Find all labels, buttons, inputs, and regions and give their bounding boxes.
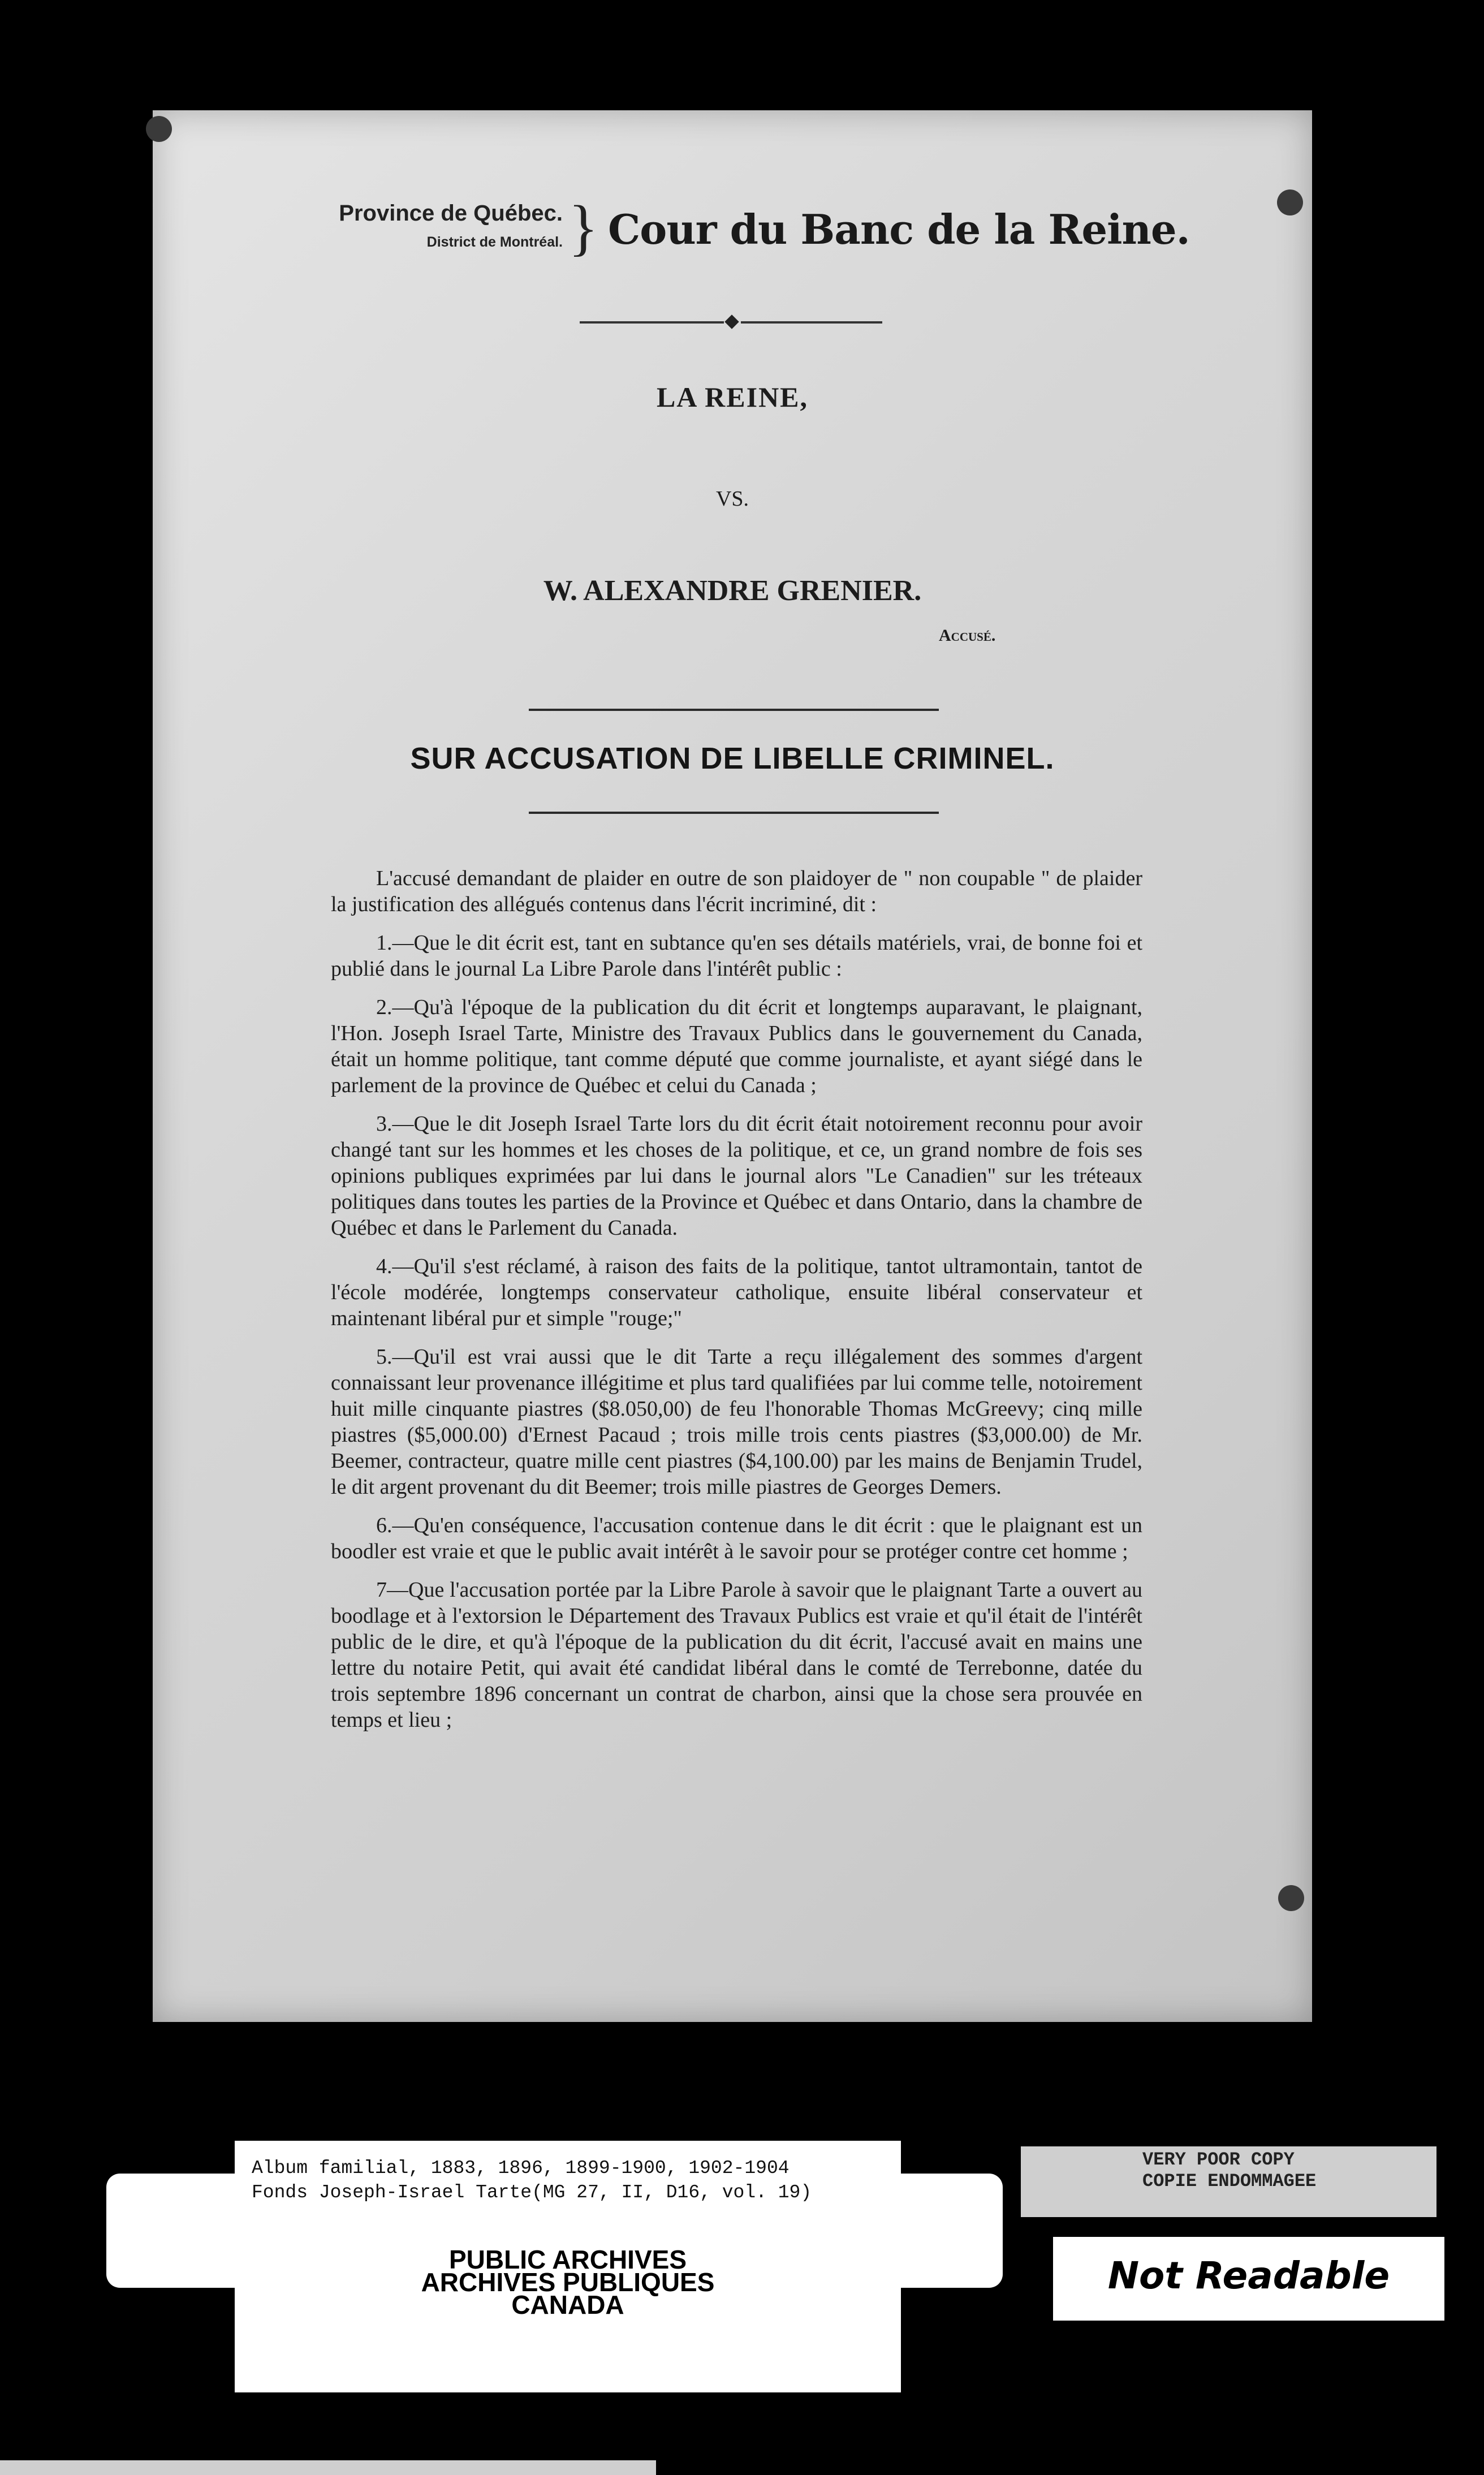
province-label: Province de Québec. (339, 201, 563, 226)
ornament-rule-left (580, 321, 724, 324)
film-strip-edge (0, 2460, 656, 2475)
divider-top (529, 709, 939, 711)
archives-org-french: ARCHIVES PUBLIQUES (421, 2267, 715, 2297)
document-body (331, 865, 1142, 1745)
paragraph-intro: L'accusé demandant de plaider en outre de son plaidoyer de " non coupable " de plaider la justification des allégués contenus dans l'écrit incriminé, dit : (331, 866, 1142, 916)
paragraph-5: 5.—Qu'il est vrai aussi que le dit Tarte a reçu illégalement des sommes d'argent connaissant leur provenance illégitime et plus tard qualifiées par lui comme telle, notoirement huit mille cinquante piastres ($8.050,00) de feu l'honorable Thomas McGreevy; cinq mille piastres ($5,000.00) d'Ernest Pacaud ; trois mille trois cents piastres ($3,000.00) de Mr. Beemer, contracteur, quatre mille cent piastres ($4,100.00) par les mains de Benjamin Trudel, le dit argent provenant du dit Beemer; trois mille piastres de Georges Demers. (331, 1345, 1142, 1499)
not-readable-note: Not Readable (1107, 2254, 1390, 2297)
paragraph-1: 1.—Que le dit écrit est, tant en subtance qu'en ses détails matériels, vrai, de bonne foi et publié dans le journal La Libre Parole dans l'intérêt public : (331, 931, 1142, 981)
punch-hole (146, 116, 172, 142)
divider-bottom (529, 812, 939, 814)
ornament-rule-right (741, 321, 882, 324)
ornament-diamond (724, 314, 739, 329)
fonds-line-1: Album familial, 1883, 1896, 1899-1900, 1902-1904 (252, 2158, 790, 2179)
archives-org-country: CANADA (511, 2290, 624, 2319)
archives-org-english: PUBLIC ARCHIVES (449, 2245, 687, 2274)
jurisdiction-block (325, 201, 563, 251)
paragraph-6: 6.—Qu'en conséquence, l'accusation contenue dans le dit écrit : que le plaignant est un boodler est vraie et que le public avait intérêt à le savoir pour se protéger contre cet homme ; (331, 1514, 1142, 1563)
plaintiff-name: LA REINE, (656, 381, 809, 413)
district-label: District de Montréal. (426, 234, 563, 250)
brace-glyph: } (568, 193, 598, 262)
versus-label: VS. (715, 487, 749, 511)
document-page (153, 110, 1312, 2022)
paragraph-4: 4.—Qu'il s'est réclamé, à raison des faits de la politique, tantot ultramontain, tantot de l'école modérée, longtemps conservateur catholique, ensuite libéral conservateur et maintenant libéral pur et simple "rouge;" (331, 1254, 1142, 1330)
punch-hole (1277, 189, 1303, 215)
defendant-name: W. ALEXANDRE GRENIER. (543, 575, 922, 607)
defendant-role: Accusé. (939, 626, 996, 645)
stamp-line-english: VERY POOR COPY (1142, 2149, 1295, 2170)
paragraph-2: 2.—Qu'à l'époque de la publication du dit écrit et longtemps auparavant, le plaignant, l'Hon. Joseph Israel Tarte, Ministre des Travaux Publics dans le gouvernement du Canada, était un homme politique, tant comme député que comme journaliste, et ayant siégé dans le parlement de la province de Québec et celui du Canada ; (331, 995, 1142, 1097)
court-title: Cour du Banc de la Reine. (608, 205, 1190, 253)
charge-heading: SUR ACCUSATION DE LIBELLE CRIMINEL. (410, 741, 1055, 775)
punch-hole (1278, 1885, 1304, 1911)
paragraph-3: 3.—Que le dit Joseph Israel Tarte lors du dit écrit était notoirement reconnu pour avoir changé tant sur les hommes et les choses de la politique, et ce, un grand nombre de fois ses opinions publiques exprimées par lui dans le journal alors "Le Canadien" sur les tréteaux politiques dans toutes les parties de la Province et Québec et dans Ontario, dans la chambre de Québec et dans le Parlement du Canada. (331, 1112, 1142, 1240)
fonds-line-2: Fonds Joseph-Israel Tarte(MG 27, II, D16, vol. 19) (252, 2182, 812, 2203)
stamp-line-french: COPIE ENDOMMAGEE (1142, 2171, 1317, 2192)
paragraph-7: 7—Que l'accusation portée par la Libre Parole à savoir que le plaignant Tarte a ouvert au boodlage et à l'extorsion le Département des Travaux Publics est vraie et qu'il était de l'intérêt public de le dire, et qu'à l'époque de la publication du dit écrit, l'accusé avait en mains une lettre du notaire Petit, qui avait été candidat libéral dans le comté de Terrebonne, datée du trois septembre 1896 concernant un contrat de charbon, ainsi que la chose sera prouvée en temps et lieu ; (331, 1578, 1142, 1732)
document-header (325, 193, 1190, 286)
